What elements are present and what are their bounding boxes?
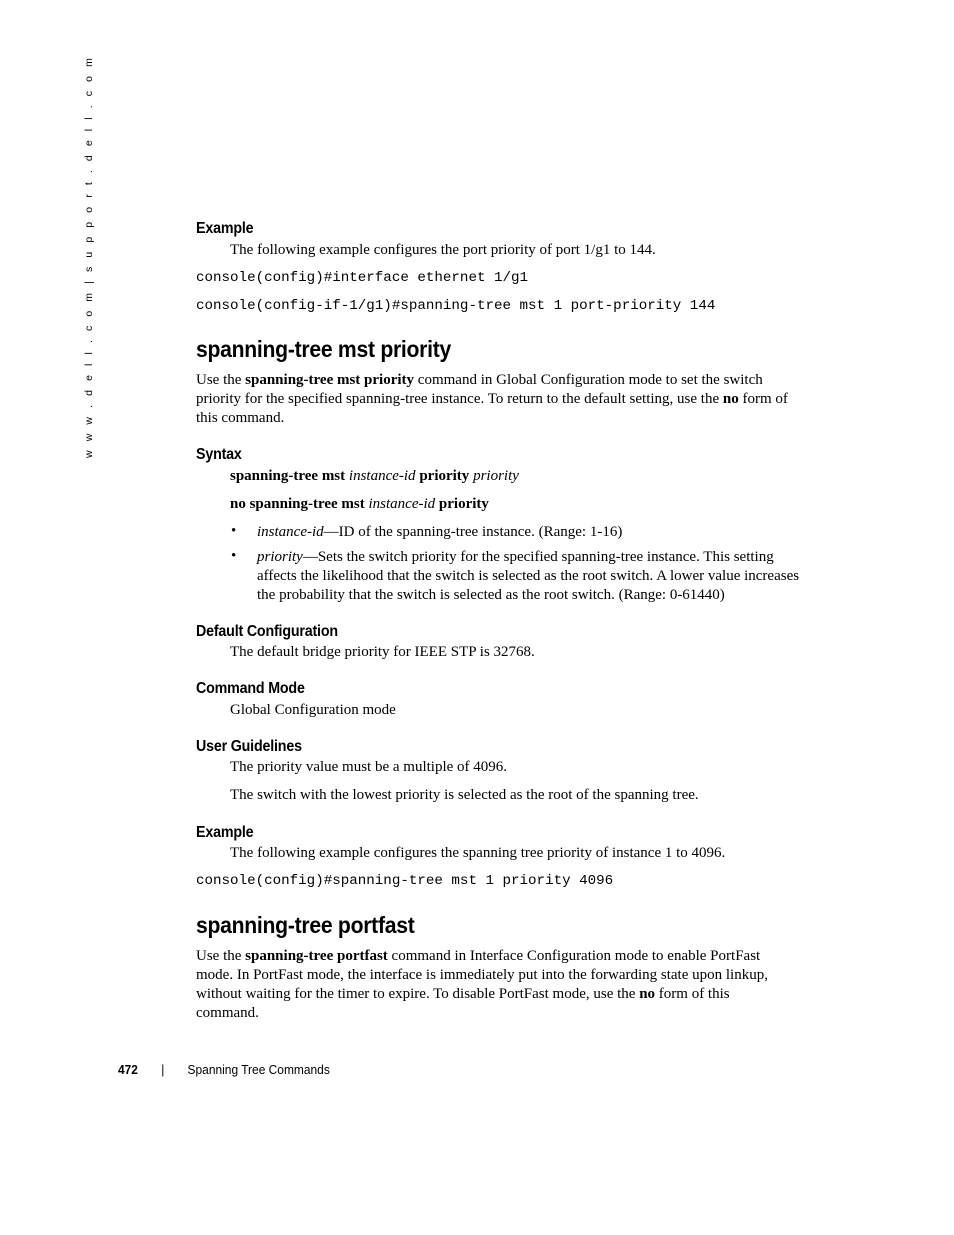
command-mode-heading: Command Mode xyxy=(196,680,305,697)
list-item: instance-id—ID of the spanning-tree instance. (Range: 1-16) xyxy=(257,524,623,540)
example-heading: Example xyxy=(196,220,254,237)
syntax-line: spanning-tree mst instance-id priority priority xyxy=(230,468,519,484)
intro-paragraph: Use the spanning-tree portfast command in Interface Configuration mode to enable PortFast mode. In PortFast mode, the interface is immediately put into the forwarding state upon linkup, without waiting for the timer to expire. To disable PortFast mode, use the no form of this command. xyxy=(196,948,768,1021)
footer-separator: | xyxy=(161,1062,165,1077)
section-title: spanning-tree portfast xyxy=(196,912,415,938)
command-mode-text: Global Configuration mode xyxy=(230,702,396,718)
code-line: console(config)#interface ethernet 1/g1 xyxy=(196,270,529,286)
bullet-icon: • xyxy=(231,523,237,539)
default-config-heading: Default Configuration xyxy=(196,623,338,640)
code-line: console(config-if-1/g1)#spanning-tree mst 1 port-priority 144 xyxy=(196,298,716,314)
page-footer xyxy=(118,1062,330,1077)
example-description: The following example configures the spanning tree priority of instance 1 to 4096. xyxy=(230,845,726,861)
list-item: priority—Sets the switch priority for the specified spanning-tree instance. This setting affects the likelihood that the switch is selected as the root switch. A lower value increases the probability that the switch is selected as the root switch. (Range: 0-61440) xyxy=(257,549,800,603)
user-guidelines-text: The switch with the lowest priority is selected as the root of the spanning tree. xyxy=(230,787,699,803)
page-number: 472 xyxy=(118,1062,138,1077)
syntax-heading: Syntax xyxy=(196,446,242,463)
section-title: spanning-tree mst priority xyxy=(196,336,452,362)
example-description: The following example configures the port priority of port 1/g1 to 144. xyxy=(230,242,656,258)
bullet-icon: • xyxy=(231,548,237,564)
intro-paragraph: Use the spanning-tree mst priority command in Global Configuration mode to set the switch priority for the specified spanning-tree instance. To return to the default setting, use the no form of this command. xyxy=(196,372,788,426)
footer-section: Spanning Tree Commands xyxy=(187,1062,330,1077)
user-guidelines-text: The priority value must be a multiple of 4096. xyxy=(230,759,508,775)
code-line: console(config)#spanning-tree mst 1 priority 4096 xyxy=(196,873,614,889)
side-url: w w w . d e l l . c o m | s u p p o r t . d e l l . c o m xyxy=(83,55,95,458)
user-guidelines-heading: User Guidelines xyxy=(196,738,302,755)
syntax-line: no spanning-tree mst instance-id priority xyxy=(230,496,489,512)
example-heading: Example xyxy=(196,824,254,841)
default-config-text: The default bridge priority for IEEE STP is 32768. xyxy=(230,644,535,660)
